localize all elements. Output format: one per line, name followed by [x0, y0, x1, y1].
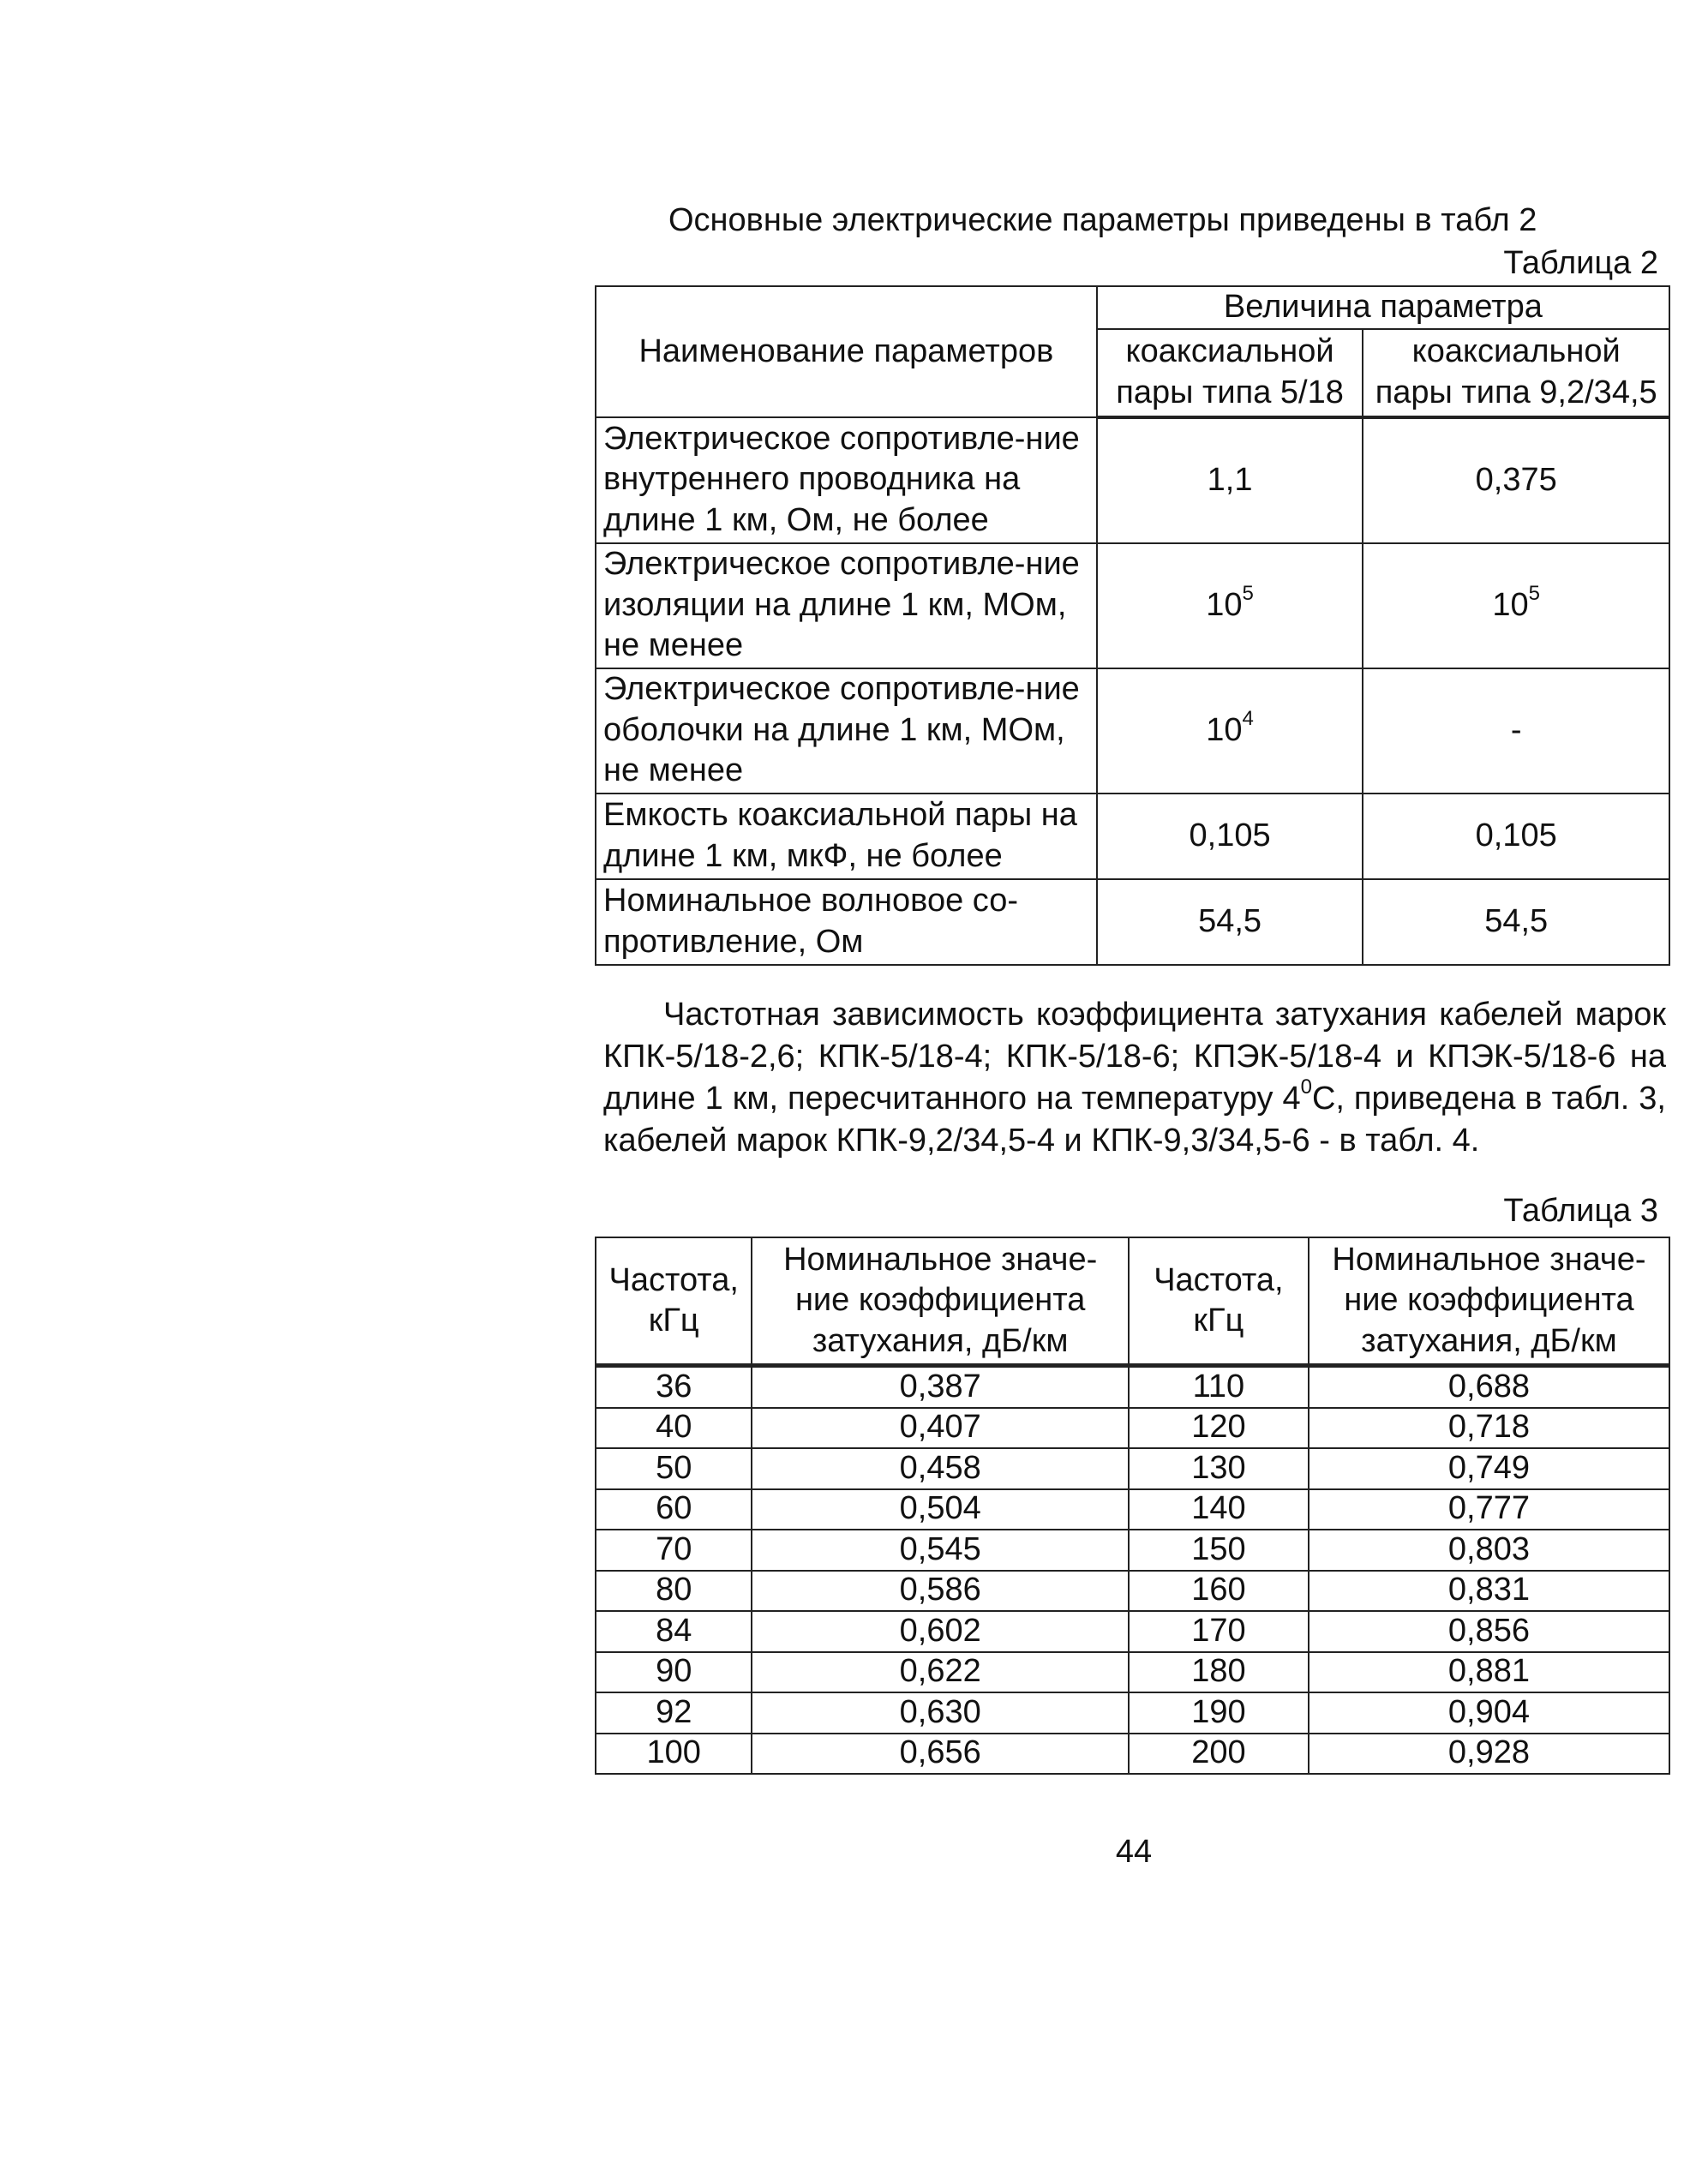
frequency-cell: 70 [596, 1530, 752, 1571]
row-value: 0,105 [1097, 794, 1363, 879]
attenuation-cell: 0,856 [1309, 1611, 1669, 1652]
page-number: 44 [1115, 1834, 1153, 1870]
frequency-cell: 92 [596, 1692, 752, 1734]
value-exponent: 5 [1528, 581, 1540, 605]
attenuation-cell: 0,504 [752, 1489, 1128, 1530]
table-row [596, 1734, 1669, 1775]
row-label: Электрическое сопротивле-ние внутреннего проводника на длине 1 км, Ом, не более [596, 417, 1097, 543]
header-pair-9-2-34-5: коаксиальной пары типа 9,2/34,5 [1363, 329, 1669, 417]
attenuation-cell: 0,777 [1309, 1489, 1669, 1530]
attenuation-cell: 0,630 [752, 1692, 1128, 1734]
header-parameter-name: Наименование параметров [596, 286, 1097, 417]
attenuation-cell: 0,545 [752, 1530, 1128, 1571]
row-value: 54,5 [1097, 879, 1363, 965]
attenuation-cell: 0,749 [1309, 1448, 1669, 1489]
frequency-cell: 130 [1129, 1448, 1309, 1489]
frequency-cell: 60 [596, 1489, 752, 1530]
attenuation-cell: 0,656 [752, 1734, 1128, 1775]
attenuation-cell: 0,881 [1309, 1652, 1669, 1693]
attenuation-cell: 0,458 [752, 1448, 1128, 1489]
frequency-cell: 80 [596, 1571, 752, 1612]
value-base: 10 [1206, 586, 1243, 623]
table-row [596, 1611, 1669, 1652]
frequency-cell: 150 [1129, 1530, 1309, 1571]
value-base: 10 [1206, 711, 1243, 748]
frequency-cell: 180 [1129, 1652, 1309, 1693]
attenuation-cell: 0,803 [1309, 1530, 1669, 1571]
frequency-cell: 100 [596, 1734, 752, 1775]
row-value: 0,105 [1363, 794, 1669, 879]
table-row [596, 879, 1669, 965]
table-row [596, 1489, 1669, 1530]
table-row [596, 1652, 1669, 1693]
row-label: Номинальное волновое со-противление, Ом [596, 879, 1097, 965]
table-row [596, 1448, 1669, 1489]
table2-caption: Таблица 2 [1503, 245, 1658, 281]
row-value: 54,5 [1363, 879, 1669, 965]
table-row [596, 543, 1669, 668]
attenuation-cell: 0,688 [1309, 1366, 1669, 1408]
frequency-cell: 84 [596, 1611, 752, 1652]
header-attenuation-1: Номинальное значе-ние коэффициента затухания, дБ/км [752, 1237, 1128, 1366]
attenuation-table-body [596, 1366, 1669, 1775]
frequency-cell: 200 [1129, 1734, 1309, 1775]
table3-caption: Таблица 3 [1503, 1193, 1658, 1229]
row-label: Электрическое сопротивле-ние изоляции на длине 1 км, МОм, не менее [596, 543, 1097, 668]
attenuation-cell: 0,622 [752, 1652, 1128, 1693]
frequency-cell: 140 [1129, 1489, 1309, 1530]
table-row [596, 1692, 1669, 1734]
frequency-cell: 110 [1129, 1366, 1309, 1408]
row-value [1363, 543, 1669, 668]
header-pair-5-18: коаксиальной пары типа 5/18 [1097, 329, 1363, 417]
row-value: - [1363, 668, 1669, 794]
table-row [596, 1408, 1669, 1449]
header-frequency-2: Частота, кГц [1129, 1237, 1309, 1366]
frequency-cell: 190 [1129, 1692, 1309, 1734]
parameters-table [595, 285, 1670, 966]
attenuation-cell: 0,831 [1309, 1571, 1669, 1612]
frequency-cell: 160 [1129, 1571, 1309, 1612]
table-row [596, 417, 1669, 543]
attenuation-table [595, 1237, 1670, 1775]
header-attenuation-2: Номинальное значе-ние коэффициента затухания, дБ/км [1309, 1237, 1669, 1366]
row-value: 1,1 [1097, 417, 1363, 543]
value-exponent: 4 [1242, 706, 1254, 730]
table-row [596, 1571, 1669, 1612]
frequency-cell: 90 [596, 1652, 752, 1693]
intro-text: Основные электрические параметры приведены в табл 2 [668, 202, 1537, 238]
paragraph-text-start: Частотная зависимость коэффициента затухания кабелей марок КПК-5/18-2,6; КПК-5/18-4; КПК-5/18-6; КПЭК-5/18-4 и КПЭК-5/18-6 на длине 1 км, пересчитанного на температуру 4 [603, 997, 1666, 1117]
table-row [596, 794, 1669, 879]
frequency-cell: 170 [1129, 1611, 1309, 1652]
row-label: Электрическое сопротивле-ние оболочки на длине 1 км, МОм, не менее [596, 668, 1097, 794]
attenuation-cell: 0,586 [752, 1571, 1128, 1612]
row-value [1097, 668, 1363, 794]
attenuation-cell: 0,602 [752, 1611, 1128, 1652]
frequency-cell: 50 [596, 1448, 752, 1489]
attenuation-cell: 0,928 [1309, 1734, 1669, 1775]
row-label: Емкость коаксиальной пары на длине 1 км, мкФ, не более [596, 794, 1097, 879]
table-row [596, 1530, 1669, 1571]
attenuation-cell: 0,387 [752, 1366, 1128, 1408]
attenuation-cell: 0,718 [1309, 1408, 1669, 1449]
row-value [1097, 543, 1363, 668]
frequency-cell: 36 [596, 1366, 752, 1408]
header-parameter-value: Величина параметра [1097, 286, 1669, 329]
frequency-cell: 40 [596, 1408, 752, 1449]
paragraph-text-end: С, приведена в табл. 3, кабелей марок КПК-9,2/34,5-4 и КПК-9,3/34,5-6 - в табл. 4. [603, 1081, 1666, 1159]
frequency-cell: 120 [1129, 1408, 1309, 1449]
value-exponent: 5 [1242, 581, 1254, 605]
body-paragraph [603, 994, 1666, 1162]
table-row [596, 1366, 1669, 1408]
header-frequency-1: Частота, кГц [596, 1237, 752, 1366]
value-base: 10 [1492, 586, 1529, 623]
table-row [596, 668, 1669, 794]
degree-superscript: 0 [1300, 1075, 1312, 1099]
attenuation-cell: 0,407 [752, 1408, 1128, 1449]
row-value: 0,375 [1363, 417, 1669, 543]
attenuation-cell: 0,904 [1309, 1692, 1669, 1734]
